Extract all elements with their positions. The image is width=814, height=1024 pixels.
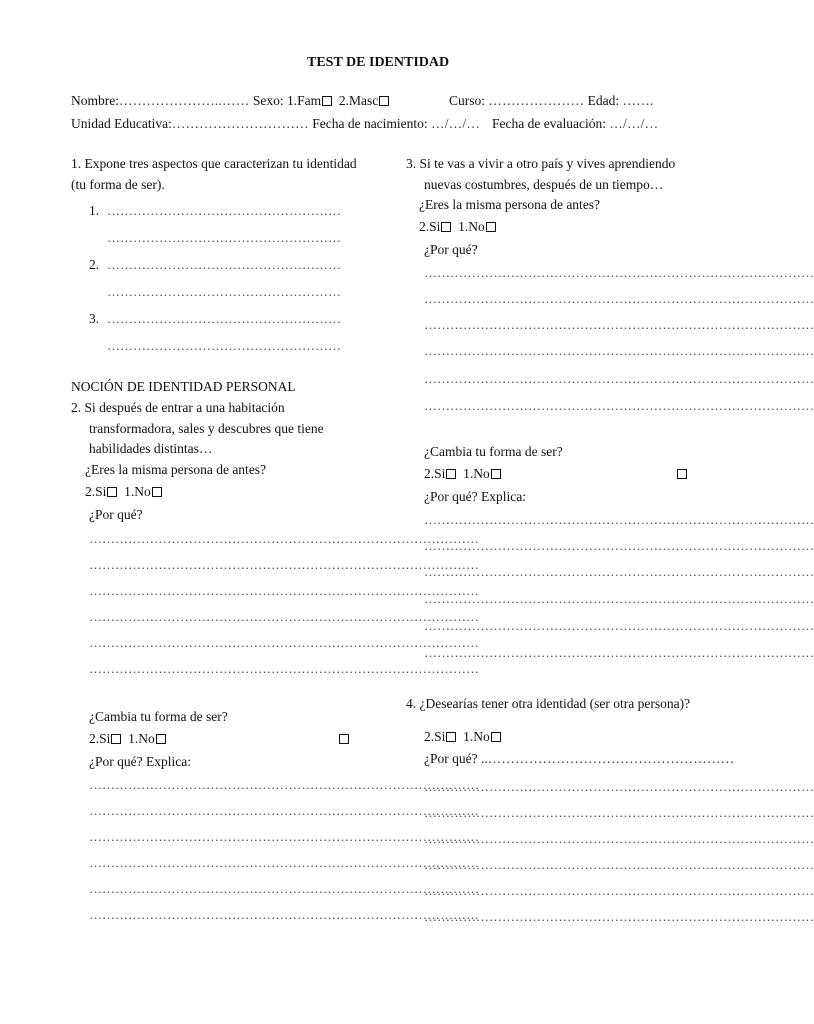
q4-answer-line[interactable]: ……………………………………………………………………………… (424, 883, 814, 898)
fam-checkbox[interactable] (322, 96, 332, 106)
q3-answer-line[interactable]: ……………………………………………………………………………… (424, 317, 814, 332)
q3-answer-line[interactable]: ……………………………………………………………………………… (424, 343, 814, 358)
q2-answer-line[interactable]: ……………………………………………………………………………… (89, 531, 479, 546)
q4-answer-line[interactable]: ……………………………………………………………………………… (424, 779, 814, 794)
q3-explain-line[interactable]: ……………………………………………………………………………… (424, 645, 814, 660)
q4-why-dots[interactable]: ……………………………………………… (487, 751, 735, 766)
masc-checkbox[interactable] (379, 96, 389, 106)
q3-explain-line[interactable]: ……………………………………………………………………………… (424, 564, 814, 579)
q2-change-label: ¿Cambia tu forma de ser? (89, 709, 228, 724)
q3-extra-checkbox[interactable] (677, 469, 687, 479)
curso-label: Curso: (449, 93, 489, 108)
q2-answer-line[interactable]: ……………………………………………………………………………… (89, 661, 479, 676)
q2-answer-line[interactable]: ……………………………………………………………………………… (89, 583, 479, 598)
q4-no-label: 1.No (463, 729, 490, 744)
q3-no-label: 1.No (458, 219, 485, 234)
q2-change-yes-no (89, 732, 166, 746)
q3-yes-label: 2.Si (419, 219, 441, 234)
q3-change-label: ¿Cambia tu forma de ser? (424, 444, 563, 459)
q4-why-label: ¿Por qué? .. (424, 751, 488, 766)
q4-answer-line[interactable]: ……………………………………………………………………………… (424, 805, 814, 820)
q4-answer-line[interactable]: ……………………………………………………………………………… (424, 909, 814, 924)
q2-change-no-checkbox[interactable] (156, 734, 166, 744)
q2-yes-checkbox[interactable] (107, 487, 117, 497)
q1-item-3-line-a[interactable]: ……………………………………………… (107, 311, 341, 326)
q2-explain-line[interactable]: ……………………………………………………………………………… (89, 777, 479, 792)
q3-text-line-1: 3. Si te vas a vivir a otro país y vives aprendiendo (406, 156, 676, 171)
section-heading: NOCIÓN DE IDENTIDAD PERSONAL (71, 379, 296, 394)
q2-explain-line[interactable]: ……………………………………………………………………………… (89, 881, 479, 896)
nombre-field[interactable]: …………………..…… (119, 93, 250, 108)
q3-change-yes-checkbox[interactable] (446, 469, 456, 479)
q3-extra-checkbox-wrap (677, 467, 687, 481)
q1-item-2-line-b[interactable]: ……………………………………………… (107, 284, 341, 299)
q3-explain-line[interactable]: ……………………………………………………………………………… (424, 538, 814, 553)
q3-explain-line[interactable]: ……………………………………………………………………………… (424, 512, 814, 527)
masc-label: 2.Masc (338, 93, 379, 108)
q2-text-line-1: 2. Si después de entrar a una habitación (71, 400, 285, 415)
q3-change-yes-no (424, 467, 501, 481)
q4-no-checkbox[interactable] (491, 732, 501, 742)
nacimiento-field[interactable]: …/…/… (431, 116, 481, 131)
q1-item-3-line-b[interactable]: ……………………………………………… (107, 338, 341, 353)
q1-item-2-line-a[interactable]: ……………………………………………… (107, 257, 341, 272)
header-row-2 (71, 117, 480, 131)
q1-item-1-line-b[interactable]: ……………………………………………… (107, 230, 341, 245)
unidad-field[interactable]: ………………………… (171, 116, 309, 131)
q2-extra-checkbox-wrap (339, 732, 349, 746)
q2-why-label: ¿Por qué? (89, 507, 143, 522)
header-row-1 (71, 94, 389, 108)
q2-answer-line[interactable]: ……………………………………………………………………………… (89, 635, 479, 650)
q3-answer-line[interactable]: ……………………………………………………………………………… (424, 265, 814, 280)
page-title: TEST DE IDENTIDAD (307, 55, 450, 70)
q3-why-label: ¿Por qué? (424, 242, 478, 257)
q4-text-line-1: 4. ¿Desearías tener otra identidad (ser otra persona)? (406, 696, 691, 711)
q1-item-number: 2. (89, 257, 100, 272)
q3-no-checkbox[interactable] (486, 222, 496, 232)
q4-answer-line[interactable]: ……………………………………………………………………………… (424, 831, 814, 846)
q2-text-line-2: transformadora, sales y descubres que tiene (89, 421, 324, 436)
q2-yes-label: 2.Si (85, 484, 107, 499)
q4-answer-line[interactable]: ……………………………………………………………………………… (424, 857, 814, 872)
q1-item-number: 1. (89, 203, 100, 218)
q2-text-line-3: habilidades distintas… (89, 441, 213, 456)
q4-yes-label: 2.Si (424, 729, 446, 744)
q2-answer-line[interactable]: ……………………………………………………………………………… (89, 557, 479, 572)
q2-yes-no (85, 485, 162, 499)
q2-no-checkbox[interactable] (152, 487, 162, 497)
q3-change-yes-label: 2.Si (424, 466, 446, 481)
q2-answer-line[interactable]: ……………………………………………………………………………… (89, 609, 479, 624)
q2-explain-line[interactable]: ……………………………………………………………………………… (89, 803, 479, 818)
q3-answer-line[interactable]: ……………………………………………………………………………… (424, 398, 814, 413)
q4-why-row (424, 751, 735, 766)
q3-explain-line[interactable]: ……………………………………………………………………………… (424, 618, 814, 633)
q3-yes-no (419, 220, 496, 234)
evaluacion (492, 117, 658, 131)
q2-change-yes-label: 2.Si (89, 731, 111, 746)
q2-change-no-label: 1.No (128, 731, 155, 746)
nacimiento-label: Fecha de nacimiento: (312, 116, 432, 131)
nombre-label: Nombre: (71, 93, 119, 108)
q2-explain-line[interactable]: ……………………………………………………………………………… (89, 829, 479, 844)
q4-yes-no (424, 730, 501, 744)
q3-why-explain-label: ¿Por qué? Explica: (424, 489, 526, 504)
q3-question: ¿Eres la misma persona de antes? (419, 197, 601, 212)
edad-label: Edad: (587, 93, 623, 108)
q3-change-no-checkbox[interactable] (491, 469, 501, 479)
q3-change-no-label: 1.No (463, 466, 490, 481)
evaluacion-field[interactable]: …/…/… (609, 116, 659, 131)
q3-answer-line[interactable]: ……………………………………………………………………………… (424, 291, 814, 306)
curso-field[interactable]: ………………… (488, 93, 585, 108)
q3-answer-line[interactable]: ……………………………………………………………………………… (424, 371, 814, 386)
sexo-label: Sexo: 1.Fam (252, 93, 322, 108)
curso-edad (449, 94, 654, 108)
q2-why-explain-label: ¿Por qué? Explica: (89, 754, 191, 769)
q3-yes-checkbox[interactable] (441, 222, 451, 232)
q2-explain-line[interactable]: ……………………………………………………………………………… (89, 907, 479, 922)
q3-text-line-2: nuevas costumbres, después de un tiempo… (424, 177, 664, 192)
q3-explain-line[interactable]: ……………………………………………………………………………… (424, 591, 814, 606)
q4-yes-checkbox[interactable] (446, 732, 456, 742)
edad-field[interactable]: ……. (622, 93, 654, 108)
q1-text-line-1: 1. Expone tres aspectos que caracterizan tu identidad (71, 156, 357, 171)
q1-item-number: 3. (89, 311, 100, 326)
q2-question: ¿Eres la misma persona de antes? (85, 462, 267, 477)
q2-no-label: 1.No (124, 484, 151, 499)
q2-explain-line[interactable]: ……………………………………………………………………………… (89, 855, 479, 870)
q2-extra-checkbox[interactable] (339, 734, 349, 744)
q1-item-1-line-a[interactable]: ……………………………………………… (107, 203, 341, 218)
q1-text-line-2: (tu forma de ser). (71, 177, 165, 192)
unidad-label: Unidad Educativa: (71, 116, 172, 131)
q2-change-yes-checkbox[interactable] (111, 734, 121, 744)
evaluacion-label: Fecha de evaluación: (492, 116, 610, 131)
